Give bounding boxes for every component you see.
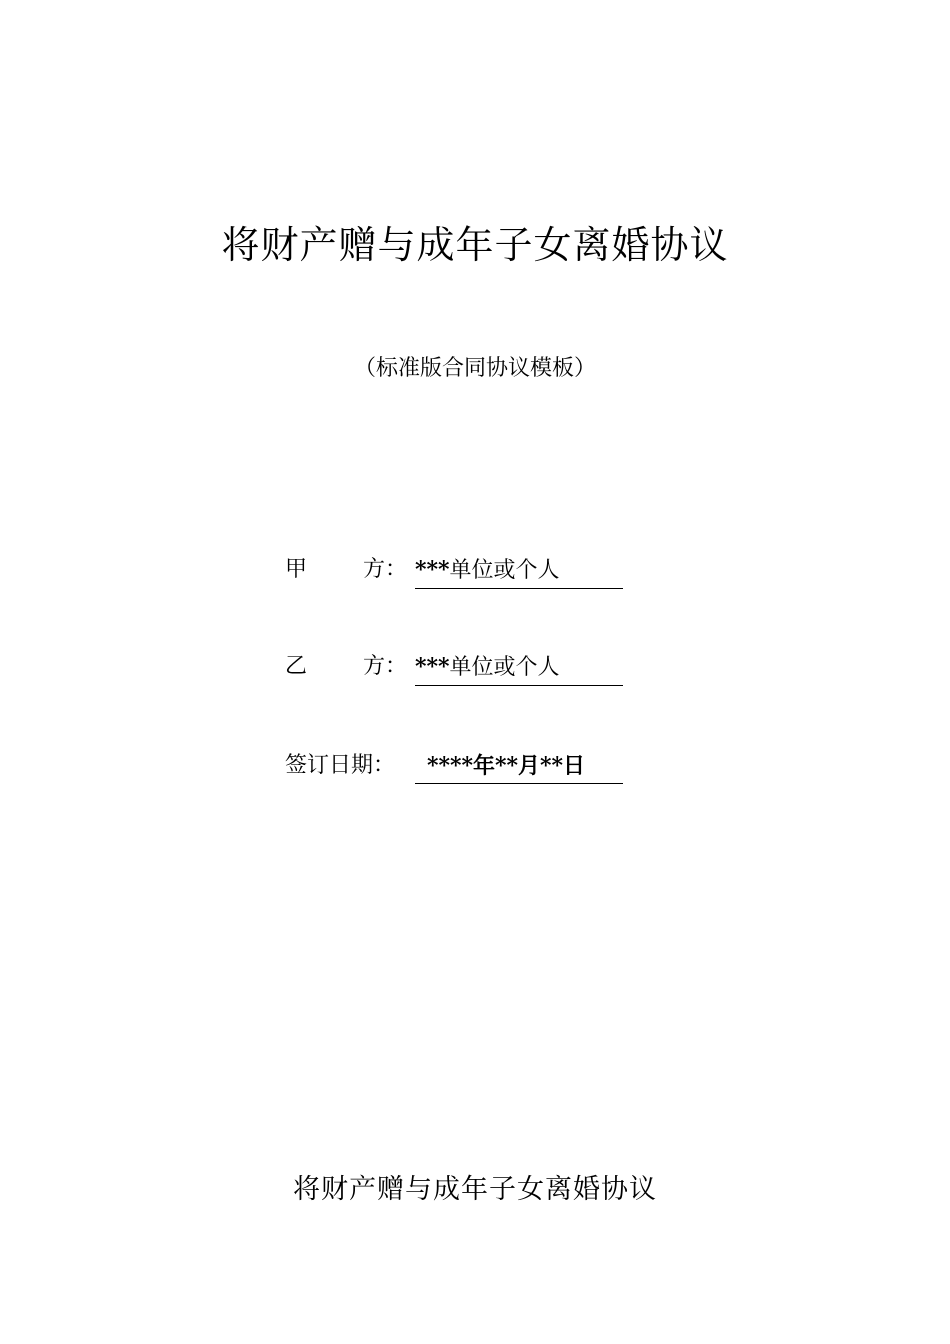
sign-date-row: [285, 748, 645, 788]
document-subtitle: （标准版合同协议模板）: [353, 356, 596, 381]
party-a-label-first: 甲: [285, 557, 308, 582]
party-a-label-last: 方：: [363, 557, 408, 582]
party-a-value: [415, 552, 623, 589]
party-a-value-text: 单位或个人: [449, 558, 560, 583]
party-b-value-text: 单位或个人: [449, 655, 560, 680]
party-a-row: [285, 552, 645, 592]
document-title: 将财产赠与成年子女离婚协议: [221, 223, 729, 267]
sign-date-label: 签订日期：: [285, 753, 396, 778]
party-b-value: [415, 649, 623, 686]
party-b-row: [285, 649, 645, 689]
party-b-label-first: 乙: [285, 654, 308, 679]
footer-title: 将财产赠与成年子女离婚协议: [293, 1174, 657, 1205]
sign-date-value: ****年**月**日: [415, 748, 623, 784]
party-a-value-stars: ***: [415, 557, 450, 583]
party-b-value-stars: ***: [415, 654, 450, 680]
party-b-label-last: 方：: [363, 654, 408, 679]
